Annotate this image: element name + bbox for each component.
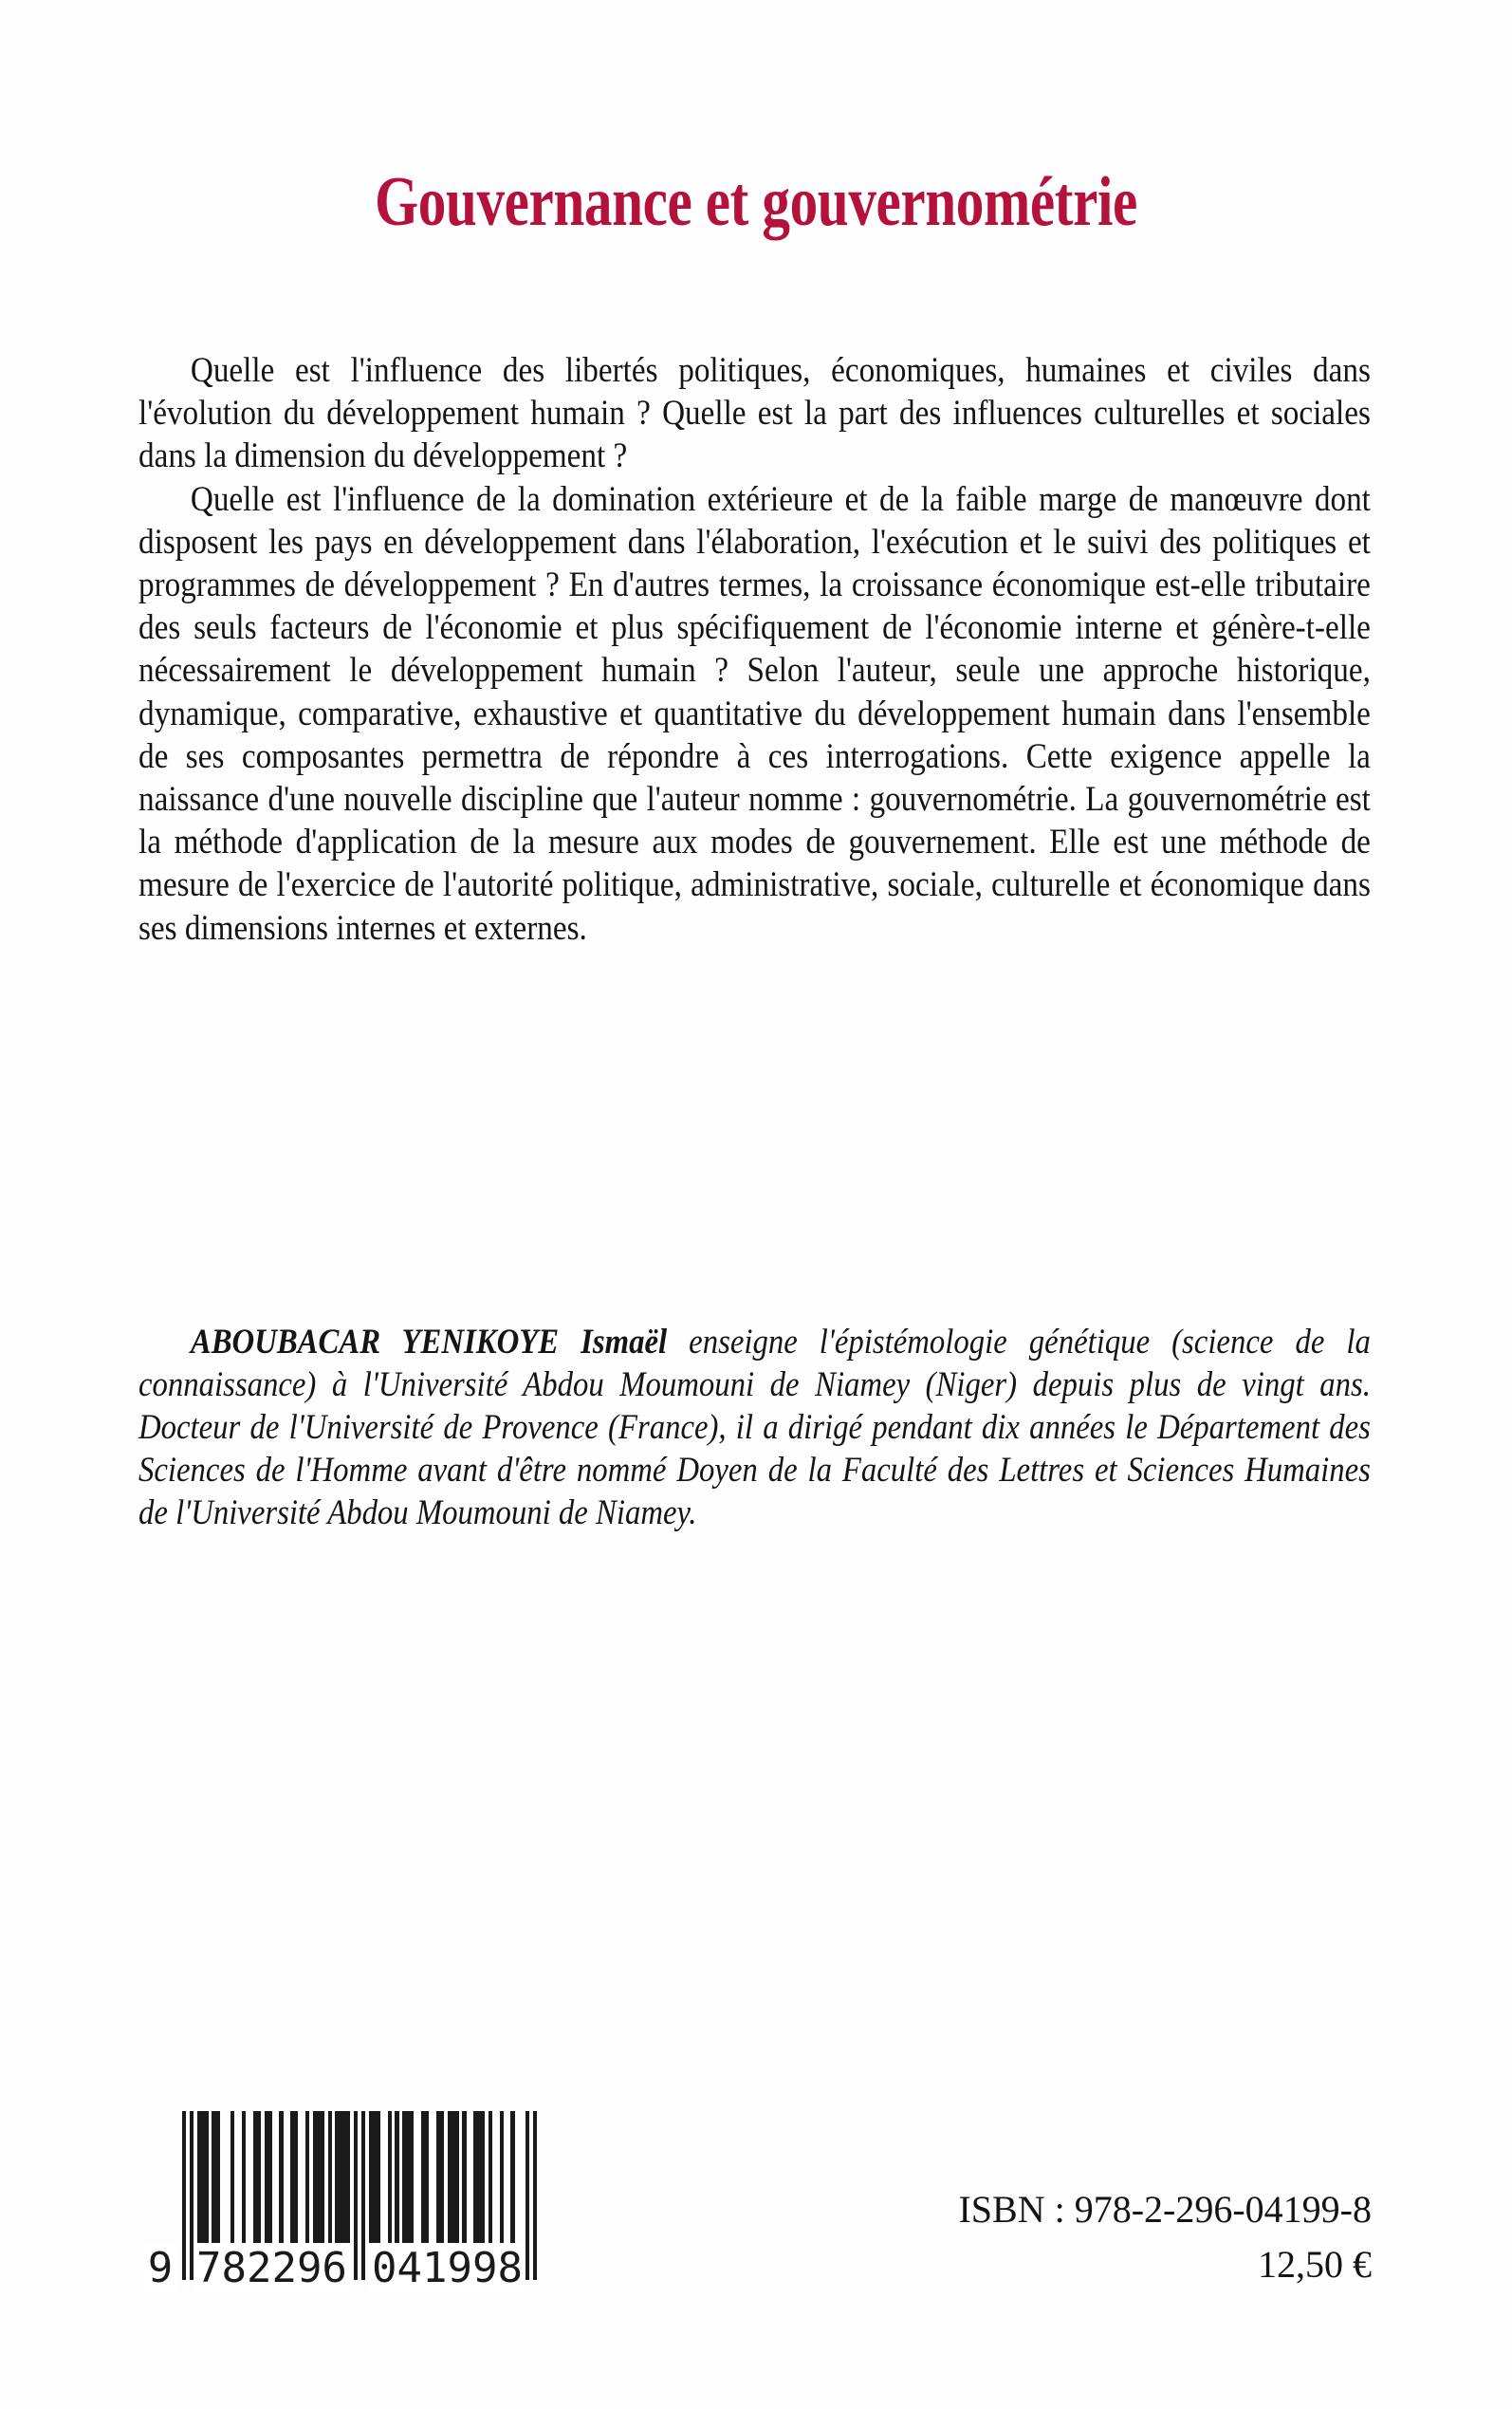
barcode [142,2111,541,2291]
barcode-bar [294,2111,298,2246]
barcode-bar [410,2111,414,2246]
author-bio-paragraph [138,1321,1371,1534]
barcode-bar [215,2111,219,2246]
barcode-bar [328,2111,332,2246]
barcode-bar [279,2111,283,2246]
barcode-bar [425,2111,429,2246]
isbn-price-block [958,2182,1372,2292]
barcode-bar [510,2111,514,2246]
barcode-bar [230,2111,234,2246]
barcode-bar [377,2111,380,2246]
barcode-bar [462,2111,466,2246]
barcode-bar [500,2111,504,2246]
page-title: Gouvernance et gouvernométrie [375,163,1137,241]
barcode-bar [346,2111,350,2246]
author-bio-text: enseigne l'épistémologie génétique (science de la connaissance) à l'Université Abdou Moumouni de Niamey (Niger) depuis plus de vingt ans. Docteur de l'Université de Provence (France), il a dirigé pendant dix années le Département des Sciences de l'Homme avant d'être nommé Doyen de la Faculté des Lettres et Sciences Humaines de l'Université Abdou Moumouni de Niamey. [138,1323,1371,1532]
barcode-bar [242,2111,246,2246]
barcode-bar [321,2111,324,2246]
author-name: ABOUBACAR YENIKOYE Ismaël [190,1323,668,1362]
price-label: 12,50 € [1258,2243,1372,2286]
barcode-bar [481,2111,485,2246]
barcode-bar [454,2111,458,2246]
blurb-paragraph-1: Quelle est l'influence des libertés politiques, économiques, humaines et civiles dans l'évolution du développement humain ? Quelle est la part des influences culturelles et sociales dans la dimension du développement ? [138,351,1371,476]
barcode-digit-group: 782296 [194,2243,350,2294]
barcode-canvas [142,2111,541,2291]
barcode-bar [205,2111,209,2246]
barcode-digits [142,2243,541,2294]
barcode-digit-group: 041998 [369,2243,526,2294]
blurb-text [138,349,1372,950]
author-bio [138,1321,1372,1534]
barcode-bar [388,2111,392,2246]
barcode-bar [440,2111,444,2246]
isbn-label: ISBN : 978-2-296-04199-8 [958,2188,1372,2231]
blurb-paragraph-2: Quelle est l'influence de la domination extérieure et de la faible marge de manœuvre dont disposent les pays en développement dans l'élaboration, l'exécution et le suivi des politiques et programmes de développement ? En d'autres termes, la croissance économique est-elle tributaire des seuls facteurs de l'économie et plus spécifiquement de l'économie interne et génère-t-elle nécessairement le développement humain ? Selon l'auteur, seule une approche historique, dynamique, comparative, exhaustive et quantitative du développement humain dans l'ensemble de ses composantes permettra de répondre à ces interrogations. Cette exigence appelle la naissance d'une nouvelle discipline que l'auteur nomme : gouvernométrie. La gouvernométrie est la méthode d'application de la mesure aux modes de gouvernement. Elle est une méthode de mesure de l'exercice de l'autorité politique, administrative, sociale, culturelle et économique dans ses dimensions internes et externes. [138,479,1371,948]
barcode-bar [489,2111,492,2246]
barcode-bar [257,2111,261,2246]
barcode-bar [305,2111,309,2246]
barcode-digit-group: 9 [142,2243,178,2294]
barcode-bar [395,2111,398,2246]
barcode-bar [268,2111,272,2246]
